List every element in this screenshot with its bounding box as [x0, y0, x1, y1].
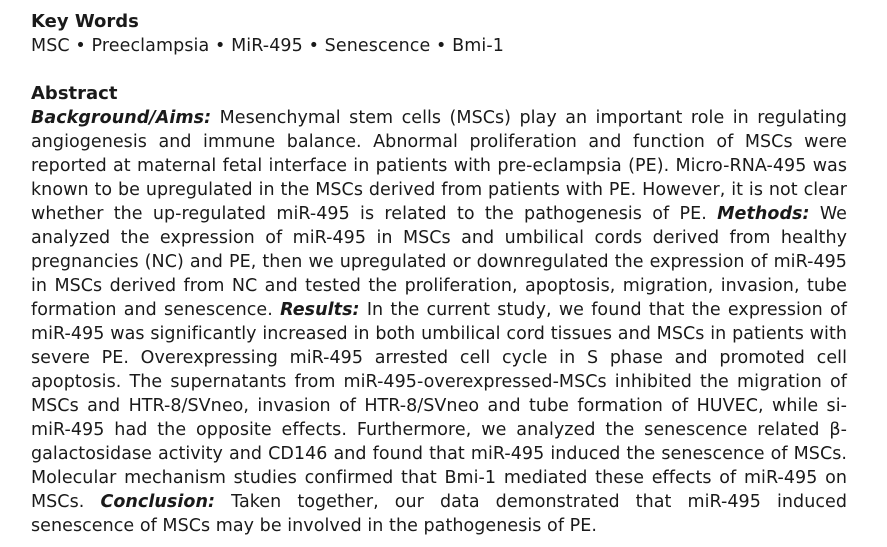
methods-text: We analyzed the expression of miR-495 in MSCs and umbilical cords derived from healthy pregnancies (NC) and PE, then we upregulated or downregulated the expression of miR-495 in MSCs derived from NC and tested the proliferation, apoptosis, migration, invasion, tube formation and senescence. [31, 204, 848, 320]
conclusion-text: Taken together, our data demonstrated that miR-495 induced senescence of MSCs may be involved in the pathogenesis of PE. [31, 492, 847, 536]
methods-label: Methods: [717, 204, 810, 224]
background-text: Mesenchymal stem cells (MSCs) play an important role in regulating angiogenesis and immune balance. Abnormal proliferation and function of MSCs were reported at maternal fetal interface in patients with pre-eclampsia (PE). Micro-RNA-495 was known to be upregulated in the MSCs derived from patients with PE. However, it is not clear whether the up-regulated miR-495 is related to the pathogenesis of PE. [31, 108, 847, 224]
results-text: In the current study, we found that the expression of miR-495 was significantly increased in both umbilical cord tissues and MSCs in patients with severe PE. Overexpressing miR-495 arrested cell cycle in S phase and promoted cell apoptosis. The supernatants from miR-495-overexpressed-MSCs inhibited the migration of MSCs and HTR-8/SVneo, invasion of HTR-8/SVneo and tube formation of HUVEC, while si-miR-495 had the opposite effects. Furthermore, we analyzed the senescence related β-galactosidase activity and CD146 and found that miR-495 induced the senescence of MSCs. Molecular mechanism studies confirmed that Bmi-1 mediated these effects of miR-495 on MSCs. [31, 300, 847, 512]
keywords-heading: Key Words [31, 11, 139, 32]
background-label: Background/Aims: [31, 108, 212, 128]
abstract-body [31, 106, 847, 538]
abstract-heading: Abstract [31, 83, 118, 104]
keywords-list: MSC • Preeclampsia • MiR-495 • Senescence • Bmi-1 [31, 36, 504, 56]
conclusion-label: Conclusion: [100, 492, 216, 512]
results-label: Results: [280, 300, 360, 320]
